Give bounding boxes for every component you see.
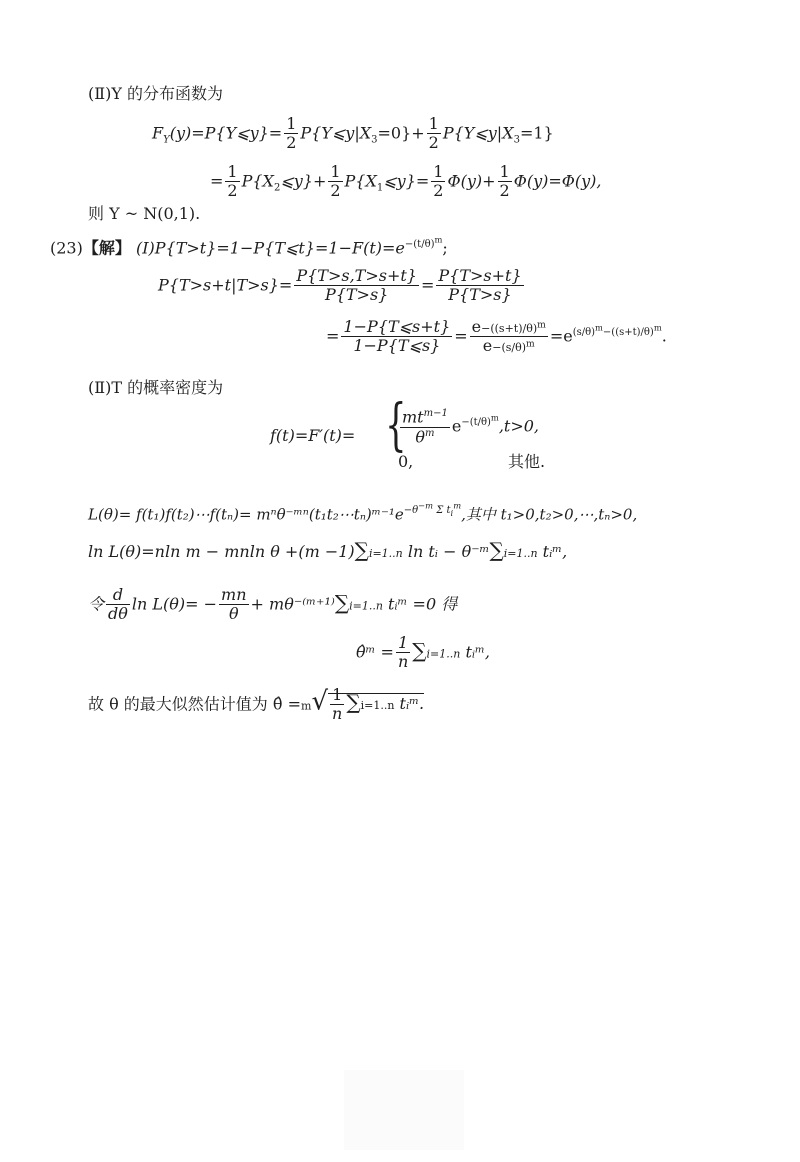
- part2-heading: (Ⅱ)Y 的分布函数为: [88, 84, 224, 103]
- scan-artifact: [344, 1070, 464, 1150]
- solution-label: 【解】: [82, 238, 131, 258]
- density-lhs: f(t)=F′(t)=: [270, 426, 356, 445]
- question-number: (23): [50, 238, 83, 258]
- fy-equation-line2: = $\frac{1}{2}$ $P\{X_2⩽y\}+$ $\frac{1}{2}$ $P\{X_1⩽y\}=$ $\frac{1}{2}$ Φ(y)+ $\frac{1}{2}$ Φ(y)=Φ(y),: [210, 162, 602, 201]
- log-likelihood: ln L(θ)=nln m − mnln θ +(m −1)∑i=1..n ln tᵢ − θ⁻ᵐ∑i=1..n tᵢᵐ,: [88, 538, 568, 562]
- derivative-equation: 令 $\frac{d}{d\theta}$ ln L(θ)= − $\frac{mn}{\theta}$ + mθ⁻⁽ᵐ⁺¹⁾∑i=1..n tᵢᵐ =0 得: [88, 585, 458, 624]
- fy-equation-line1: $F_Y(y)=P\{Y⩽y\}=$ $\frac{1}{2}$ $P\{Y⩽y|X_3=0\}+$ $\frac{1}{2}$ $P\{Y⩽y|X_3=1\}$: [152, 114, 554, 153]
- mle-conclusion: 故 θ 的最大似然估计值为 θ̂ =m√ $\frac{1}{n}$ ∑i=1..n tᵢᵐ.: [88, 685, 425, 724]
- likelihood-function: L(θ)= f(t₁)f(t₂)⋯f(tₙ)= $m^n\theta^-ᵐ^n(t_1t_2\cdots t_n)ᵐ^{-1}e^{-\theta^{-m} \Sigma t_i^m}$,其中 t₁>0,t₂>0,⋯,tₙ>0,: [88, 501, 638, 524]
- part2-density-heading: (Ⅱ)T 的概率密度为: [88, 378, 224, 397]
- density-case2: 0,: [398, 452, 414, 471]
- density-case2-condition: 其他.: [508, 452, 546, 471]
- conditional-prob-line1: P{T>s+t|T>s}= $\frac{P\{T>s,T>s+t\}}{P\{T>s\}}$ = $\frac{P\{T>s+t\}}{P\{T>s\}}$: [158, 266, 522, 305]
- theta-hat-equation: θ̂ᵐ = $\frac{1}{n}$ ∑i=1..n tᵢᵐ,: [356, 633, 490, 672]
- density-case1: $\frac{mt^{m-1}}{\theta^m}$ $e^{-(t/\theta)^m},t>0$,: [402, 407, 539, 447]
- conditional-prob-line2: = $\frac{1-P\{T⩽s+t\}}{1-P\{T⩽s\}}$ = $\frac{e-((s+t)/\theta)^m}{e-(s/\theta)^m}$ $=e^{(s/\theta)^m-((s+t)/\theta)^m}$.: [326, 317, 667, 356]
- question-23-line1: (23)【解】 $(Ⅰ)P\{T>t\}=1-P\{T⩽t\}=1-F(t)=e^{-(t/\theta)^m}$;: [50, 235, 448, 258]
- distribution-conclusion: 则 Y ~ N(0,1).: [88, 204, 201, 223]
- piecewise-brace: {: [385, 393, 407, 458]
